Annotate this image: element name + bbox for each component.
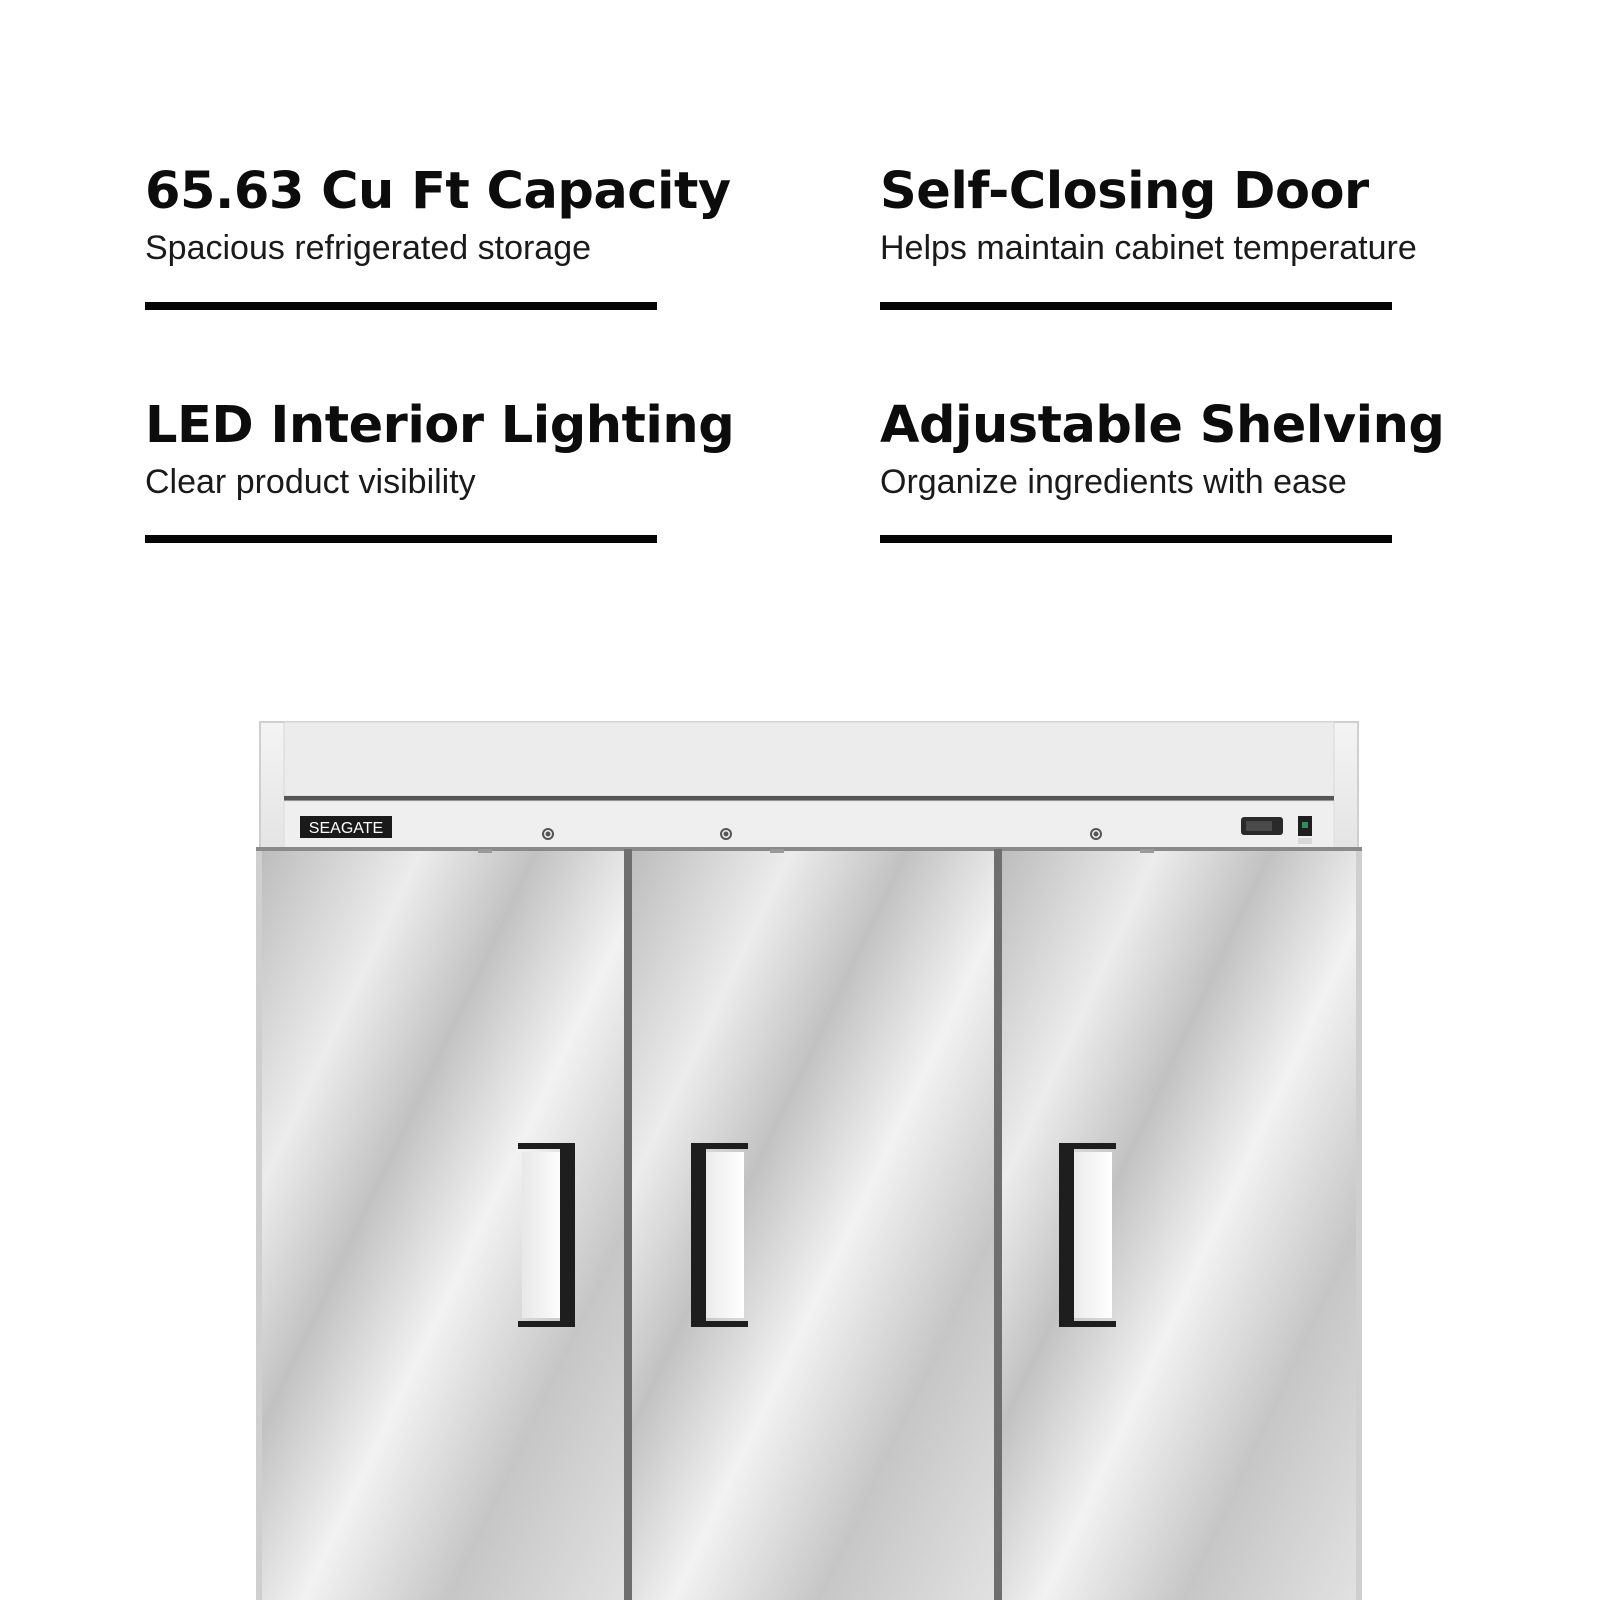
fridge-side-left (256, 848, 262, 1600)
door-seam (624, 849, 632, 1600)
fridge-control-strip (284, 801, 1334, 849)
fridge-door-middle (632, 851, 994, 1600)
fridge-top-trim (284, 796, 1334, 801)
door-handle-left (518, 1146, 572, 1324)
feature-title: LED Interior Lighting (145, 396, 735, 455)
door-handle-right (1062, 1146, 1116, 1324)
fridge-top-inner-panel (284, 722, 1334, 796)
thermostat-display-icon (1241, 817, 1283, 835)
fridge-side-right (1356, 848, 1362, 1600)
door-seam (994, 849, 1002, 1600)
fridge-door-right (1002, 851, 1356, 1600)
brand-logo (300, 816, 392, 838)
fridge-door-top-edge (256, 847, 1362, 851)
svg-text:SEAGATE: SEAGATE (308, 820, 384, 837)
door-handle-middle (694, 1146, 748, 1324)
feature-subtitle: Clear product visibility (145, 463, 476, 501)
feature-subtitle: Spacious refrigerated storage (145, 229, 592, 267)
feature-title: Self-Closing Door (880, 162, 1369, 221)
feature-title: Adjustable Shelving (880, 396, 1445, 455)
feature-title: 65.63 Cu Ft Capacity (145, 162, 731, 221)
feature-subtitle: Organize ingredients with ease (880, 463, 1347, 501)
feature-subtitle: Helps maintain cabinet temperature (880, 229, 1417, 267)
power-switch-icon (1298, 816, 1312, 844)
